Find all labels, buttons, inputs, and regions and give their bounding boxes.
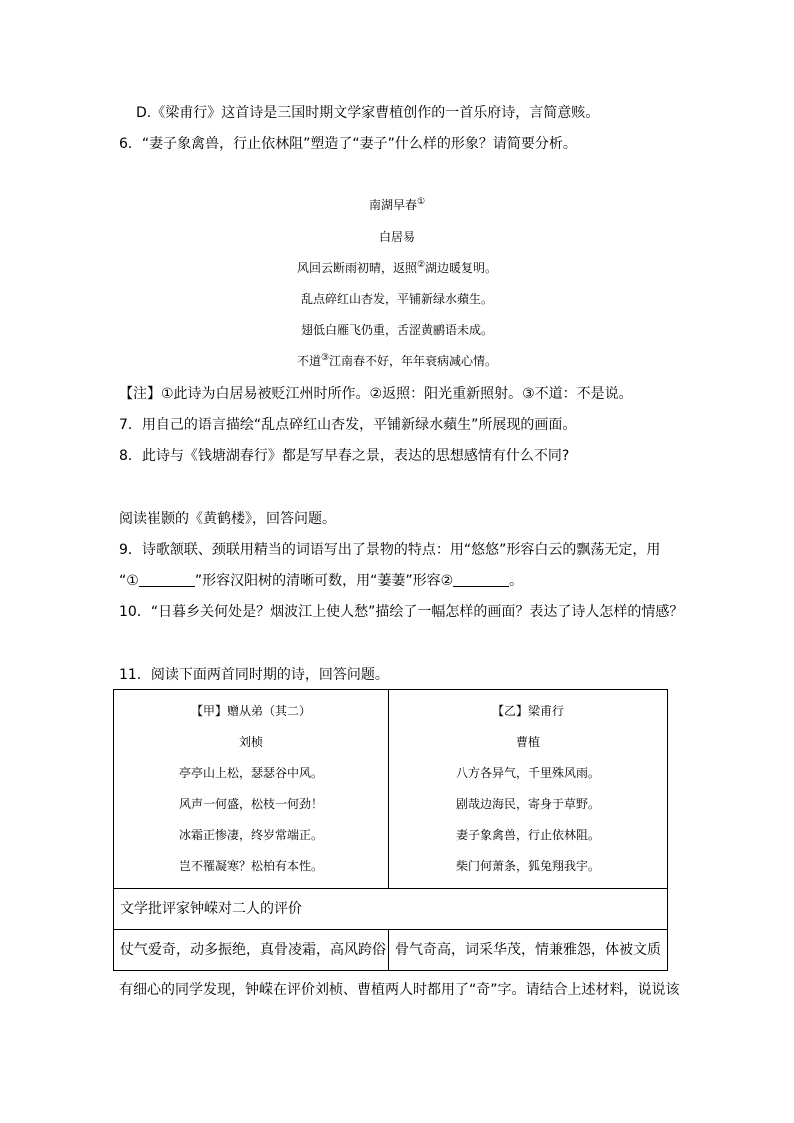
poem-line-4-part-a: 不道	[296, 354, 321, 368]
question-11: 11．阅读下面两首同时期的诗，回答问题。	[119, 667, 389, 683]
answer-blank-2[interactable]	[453, 572, 509, 587]
reading-intro: 阅读崔颢的《黄鹤楼》，回答问题。	[119, 511, 336, 527]
question-6: 6．“妻子象禽兽，行止依林阻”塑造了“妻子”什么样的形象？请简要分析。	[119, 136, 577, 152]
q9-part-2: ”形容汉阳树的清晰可数，用“萋萋”形容②	[194, 573, 454, 589]
poem-line-4	[0, 352, 794, 370]
answer-blank-1[interactable]	[139, 572, 195, 587]
table-row	[114, 930, 668, 971]
critic-comment-cao: 骨气奇高，词采华茂，情兼雅怨，体被文质	[389, 930, 668, 971]
footnote-marker-2: ②	[416, 260, 426, 270]
table-row	[114, 889, 668, 930]
poem-a-author: 刘桢	[238, 735, 263, 749]
poem-a-cell	[114, 690, 389, 889]
poem-author: 白居易	[378, 230, 415, 244]
poem-b-line: 八方各异气，千里殊风雨。	[455, 766, 600, 780]
poem-a-line: 风声一何盛，松枝一何劲！	[178, 797, 323, 811]
footnote-marker-1: ①	[416, 197, 426, 207]
q9-part-3: 。	[509, 573, 524, 589]
poem-a-line: 亭亭山上松，瑟瑟谷中风。	[178, 766, 323, 780]
question-8: 8．此诗与《钱塘湖春行》都是写早春之景，表达的思想感情有什么不同?	[119, 448, 570, 464]
question-9-line-1: 9．诗歌颔联、颈联用精当的词语写出了景物的特点：用“悠悠”形容白云的飘荡无定，用	[119, 542, 661, 558]
poem-a-title: 【甲】赠从弟（其二）	[190, 704, 311, 718]
poem-b-line: 剧哉边海民，寄身于草野。	[455, 797, 600, 811]
poem-b-line: 妻子象禽兽，行止依林阻。	[455, 828, 600, 842]
critic-comment-liu: 仗气爱奇，动多振绝，真骨凌霜，高风跨俗	[114, 930, 389, 971]
poem-title	[0, 196, 794, 214]
poem-line-3: 翅低白雁飞仍重，舌涩黄鹂语未成。	[300, 323, 493, 337]
poem-line-1-part-b: 湖边暖复明。	[425, 261, 498, 275]
poem-a-line: 冰霜正惨凄，终岁常端正。	[178, 828, 323, 842]
poem-line-2: 乱点碎红山杏发，平铺新绿水蘋生。	[300, 292, 493, 306]
option-d: D.《梁甫行》这首诗是三国时期文学家曹植创作的一首乐府诗，言简意赅。	[136, 105, 600, 121]
footnote-marker-3: ③	[320, 353, 330, 363]
q9-part-1: “①	[119, 573, 139, 589]
poem-b-line: 柴门何萧条，狐兔翔我宇。	[455, 859, 600, 873]
poem-b-author: 曹植	[515, 735, 540, 749]
question-7: 7．用自己的语言描绘“乱点碎红山杏发，平铺新绿水蘋生”所展现的画面。	[119, 417, 577, 433]
poem-line-4-part-b: 江南春不好，年年衰病减心情。	[329, 354, 498, 368]
closing-question: 有细心的同学发现，钟嵘在评价刘桢、曹植两人时都用了“奇”字。请结合上述材料，说说该	[119, 982, 680, 998]
poem-b-cell	[389, 690, 668, 889]
table-row	[114, 690, 668, 889]
critic-heading: 文学批评家钟嵘对二人的评价	[114, 889, 668, 930]
poem-title-text: 南湖早春	[368, 198, 417, 212]
poem-note: 【注】①此诗为白居易被贬江州时所作。②返照：阳光重新照射。③不道：不是说。	[119, 386, 633, 402]
poem-a-line: 岂不罹凝寒？松柏有本性。	[178, 859, 323, 873]
question-9-line-2	[119, 571, 523, 591]
poem-line-1-part-a: 风回云断雨初晴，返照	[296, 261, 417, 275]
question-10: 10．“日暮乡关何处是？烟波江上使人愁”描绘了一幅怎样的画面？表达了诗人怎样的情感？	[119, 604, 684, 620]
poem-b-title: 【乙】梁甫行	[491, 704, 564, 718]
poem-line-1	[0, 259, 794, 277]
poem-comparison-table	[113, 689, 668, 971]
